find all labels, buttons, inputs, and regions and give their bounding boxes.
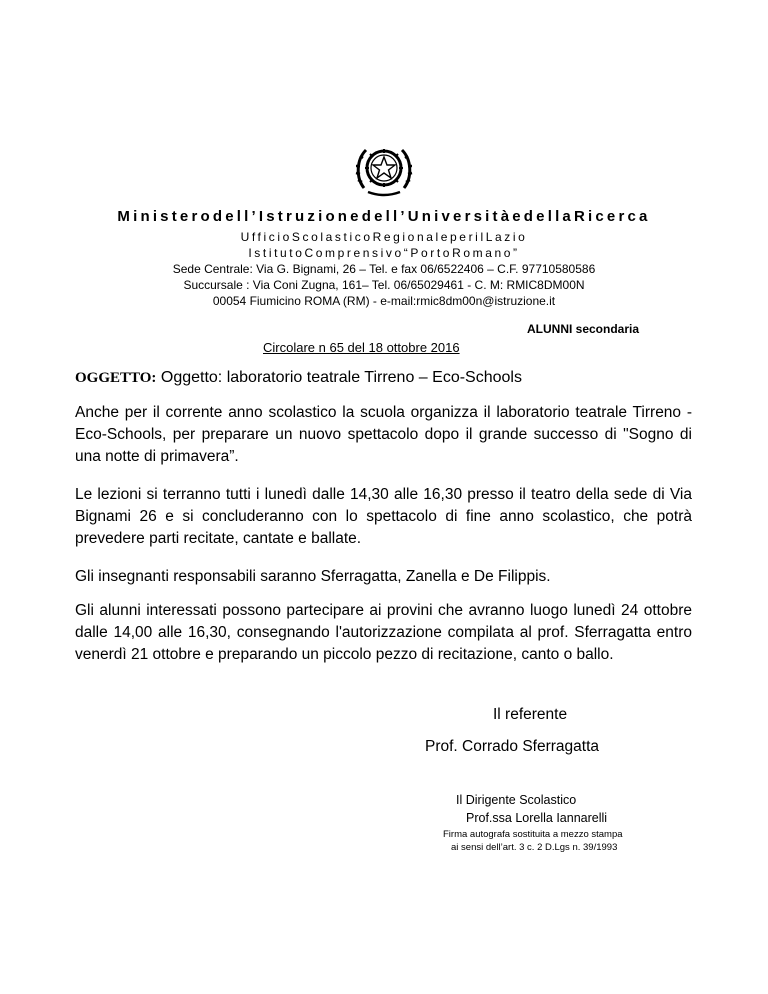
subject-line bbox=[75, 369, 522, 387]
succursale: Succursale : Via Coni Zugna, 161– Tel. 06/65029461 - C. M: RMIC8DM00N bbox=[183, 278, 585, 292]
dirigente-title: Il Dirigente Scolastico bbox=[456, 793, 577, 807]
subject-text: Oggetto: laboratorio teatrale Tirreno – Eco-Schools bbox=[160, 369, 522, 386]
dirigente-name: Prof.ssa Lorella Iannarelli bbox=[466, 811, 608, 825]
circolare-number: Circolare n 65 del 18 ottobre 2016 bbox=[263, 340, 460, 355]
recipient-label: ALUNNI secondaria bbox=[527, 322, 640, 336]
istituto-name: IstitutoComprensivo“PortoRomano” bbox=[248, 246, 520, 260]
paragraph-intro: Anche per il corrente anno scolastico la scuola organizza il laboratorio teatrale Tirreno - Eco-Schools, per preparare un nuovo spettacolo dopo il grande successo di "Sogno di una notte di primavera”. bbox=[75, 404, 692, 465]
firma-note-line1: Firma autografa sostituita a mezzo stampa bbox=[443, 829, 623, 840]
address-email: 00054 Fiumicino ROMA (RM) - e-mail:rmic8dm00n@istruzione.it bbox=[212, 294, 556, 308]
italian-republic-emblem-icon bbox=[354, 138, 414, 200]
subject-label: OGGETTO: bbox=[75, 370, 157, 386]
ufficio-scolastico: UfficioScolasticoRegionaleperilLazio bbox=[240, 230, 528, 244]
sede-centrale: Sede Centrale: Via G. Bignami, 26 – Tel. e fax 06/6522406 – C.F. 97710580586 bbox=[172, 262, 596, 276]
paragraph-teachers: Gli insegnanti responsabili saranno Sferragatta, Zanella e De Filippis. bbox=[75, 568, 551, 585]
paragraph-auditions: Gli alunni interessati possono partecipare ai provini che avranno luogo lunedì 24 ottobre dalle 14,00 alle 16,30, consegnando l'autorizzazione compilata al prof. Sferragatta entro venerdì 21 ottobre e preparando un piccolo pezzo di recitazione, canto o ballo. bbox=[75, 602, 692, 663]
paragraph-lessons: Le lezioni si terranno tutti i lunedì dalle 14,30 alle 16,30 presso il teatro della sede di Via Bignami 26 e si concluderanno con lo spettacolo di fine anno scolastico, che potrà prevedere parti recitate, cantate e ballate. bbox=[75, 486, 692, 547]
referente-title: Il referente bbox=[493, 706, 568, 723]
ministry-name: Ministerodell’Istruzionedell’UniversitàedellaRicerca bbox=[117, 208, 651, 225]
firma-note-line2: ai sensi dell’art. 3 c. 2 D.Lgs n. 39/1993 bbox=[451, 842, 618, 853]
referente-name: Prof. Corrado Sferragatta bbox=[425, 738, 600, 755]
